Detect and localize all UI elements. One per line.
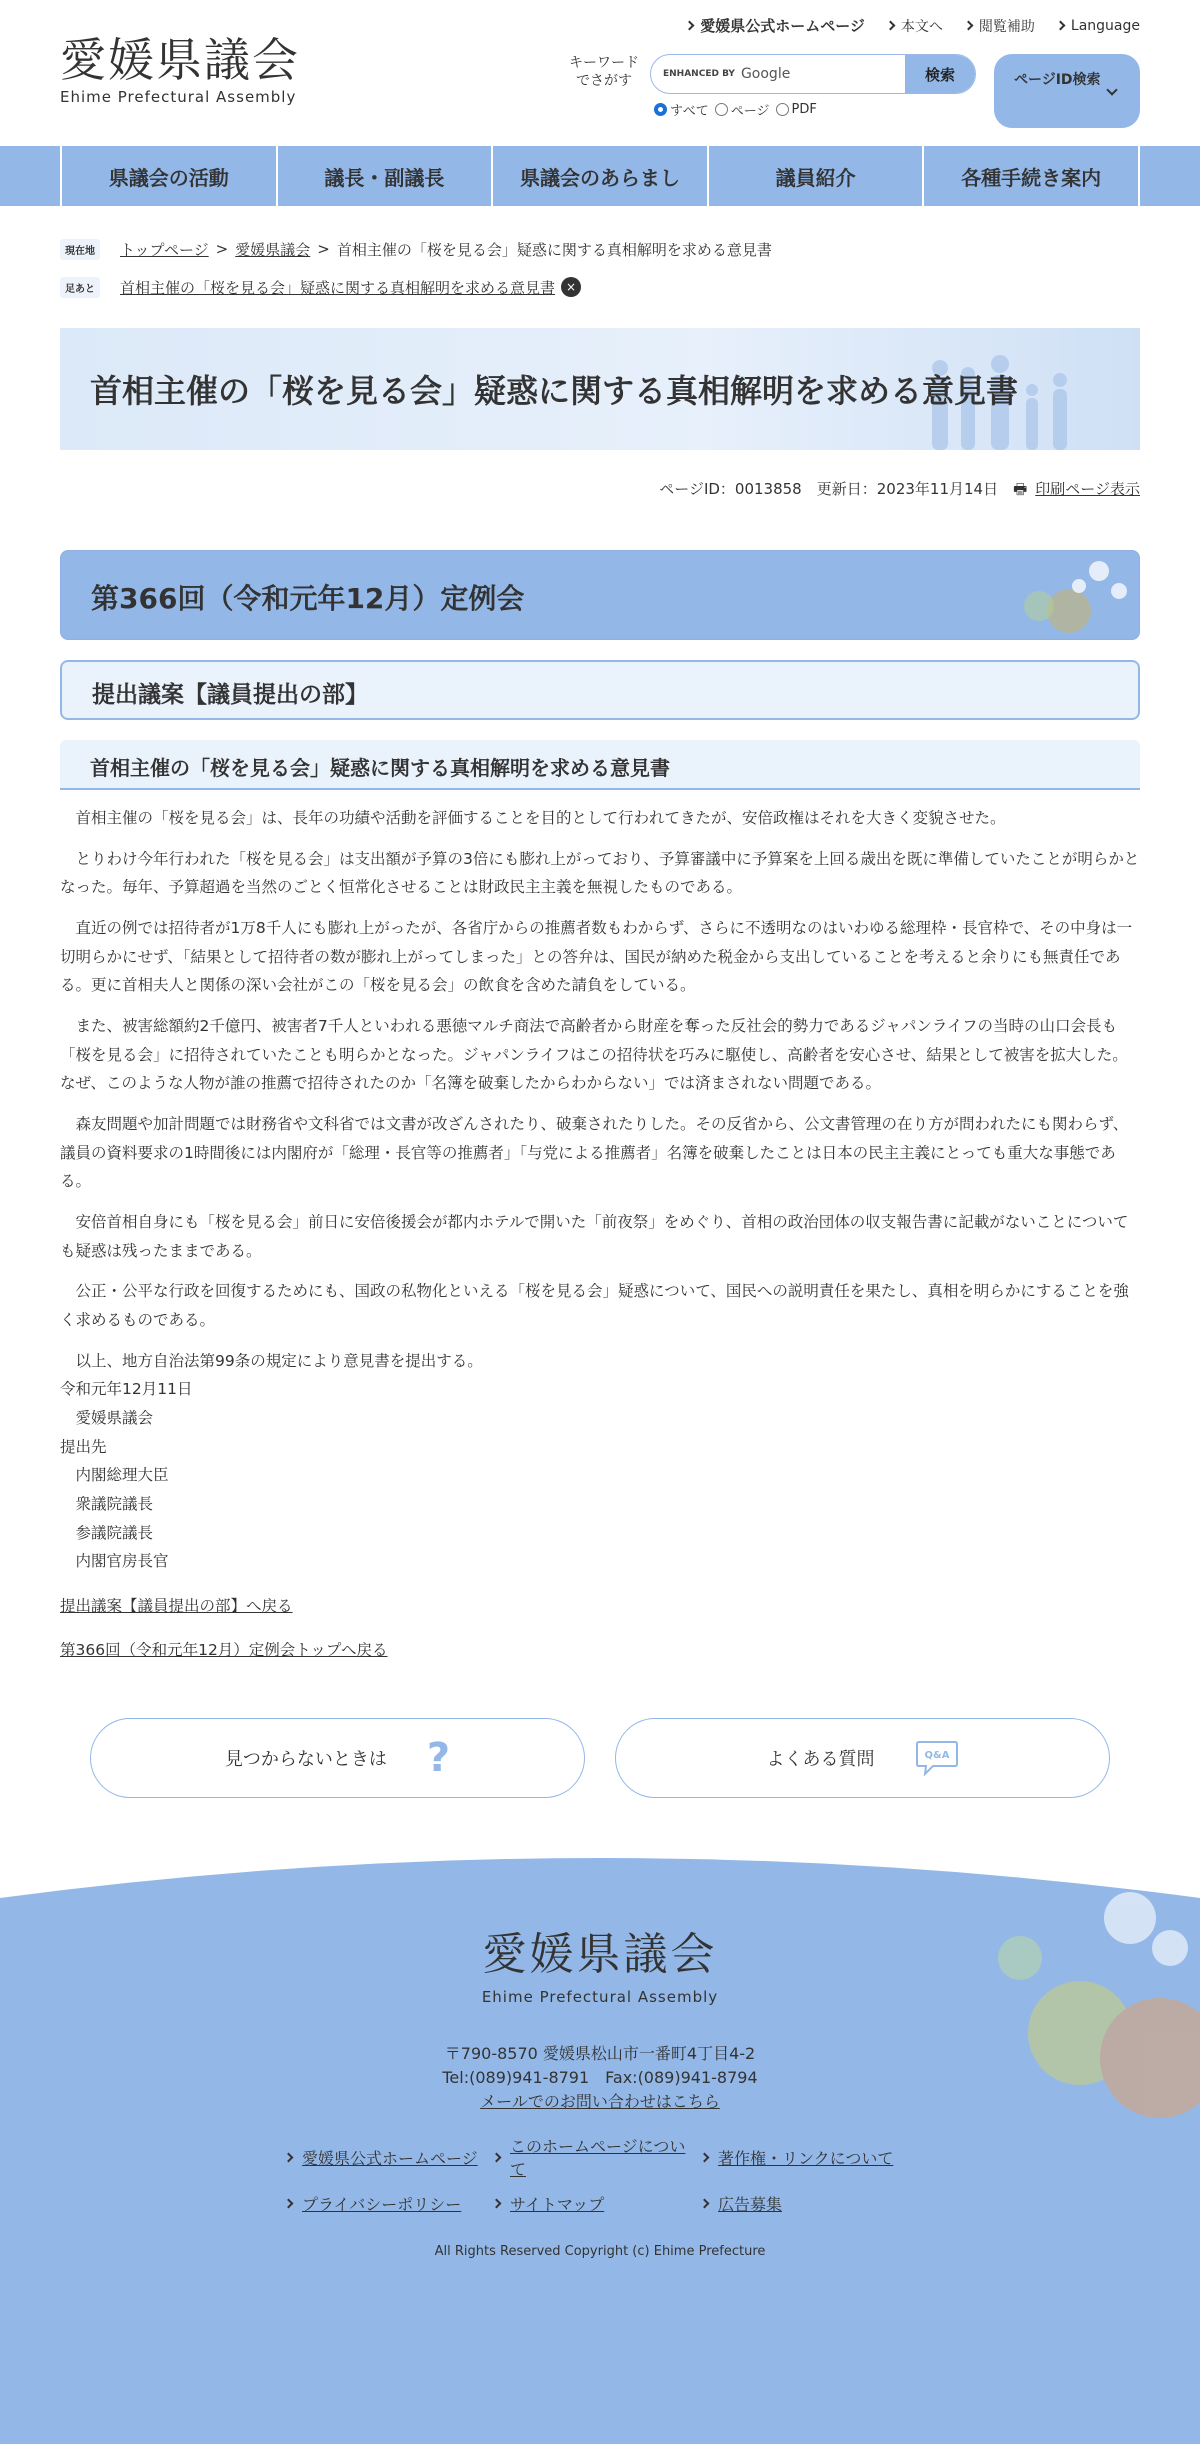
radio-all[interactable]	[654, 100, 709, 119]
back-links	[60, 1594, 1140, 1660]
search-scope-radios	[654, 100, 817, 119]
breadcrumb-top-link[interactable]: トップページ	[120, 240, 209, 259]
footer-about-link[interactable]: このホームページについて	[509, 2137, 686, 2180]
session-heading	[60, 550, 1140, 640]
site-logo[interactable]	[60, 33, 300, 107]
accessibility-link[interactable]	[965, 16, 1035, 36]
recipient: 内閣官房長官	[75, 1552, 169, 1571]
nav-chairman[interactable]: 議長・副議長	[278, 146, 494, 206]
title-banner	[60, 328, 1140, 450]
breadcrumb-current-page: 首相主催の「桜を見る会」疑惑に関する真相解明を求める意見書	[336, 240, 772, 259]
footer-address	[0, 2042, 1200, 2114]
not-found-button[interactable]	[90, 1718, 585, 1798]
radio-checked-icon	[654, 103, 667, 116]
nav-activities[interactable]: 県議会の活動	[62, 146, 278, 206]
chevron-right-icon	[700, 2152, 710, 2162]
search-box	[650, 54, 976, 94]
chevron-right-icon	[284, 2199, 294, 2209]
help-section	[90, 1718, 1110, 1798]
radio-page-label: ページ	[730, 104, 770, 119]
paragraph: 森友問題や加計問題では財務省や文科省では文書が改ざんされたり、破棄されたりした。その反省から、公文書管理の在り方が問われたにも関わらず、議員の資料要求の1時間後には内閣府が「総理・長官等の推薦者」「与党による推薦者」名簿を破棄したことは日本の民主主義にとっても重大な事態である。	[60, 1115, 1129, 1191]
chevron-right-icon	[492, 2152, 502, 2162]
footer-logo[interactable]: 愛媛県議会	[482, 1929, 718, 1981]
official-site-link[interactable]	[686, 15, 865, 36]
keyword-label	[566, 54, 642, 90]
chevron-down-icon	[1106, 84, 1117, 95]
main-content	[60, 206, 1140, 1660]
current-location-tag: 現在地	[60, 239, 100, 260]
footer-privacy-link[interactable]: プライバシーポリシー	[302, 2195, 462, 2215]
flower-decoration-icon	[959, 551, 1139, 640]
search-button[interactable]: 検索	[905, 55, 975, 93]
qa-icon-text: Q&A	[924, 1750, 949, 1762]
official-site-label: 愛媛県公式ホームページ	[700, 17, 865, 35]
footer-copyright-link[interactable]: 著作権・リンクについて	[718, 2148, 894, 2168]
footer-link-item	[493, 2192, 701, 2215]
article-body	[60, 804, 1140, 1576]
paragraph: 首相主催の「桜を見る会」は、長年の功績や活動を評価することを目的として行われてきたが、安倍政権はそれを大きく変貌させた。	[75, 809, 1006, 827]
radio-pdf-label: PDF	[791, 102, 817, 117]
chevron-right-icon	[1055, 21, 1065, 31]
chevron-right-icon	[885, 21, 895, 31]
updated-date: 更新日：2023年11月14日	[816, 480, 999, 498]
radio-page[interactable]	[715, 100, 770, 119]
copyright: All Rights Reserved Copyright (c) Ehime Prefecture	[434, 2244, 766, 2260]
print-link[interactable]: 印刷ページ表示	[1035, 480, 1140, 498]
site-header	[0, 0, 1200, 146]
skip-label: 本文へ	[900, 18, 943, 35]
keyword-label-line1: キーワード	[569, 55, 639, 71]
recipients-label: 提出先	[60, 1437, 107, 1456]
nav-members[interactable]: 議員紹介	[709, 146, 925, 206]
footer-ads-link[interactable]: 広告募集	[718, 2195, 783, 2215]
footer-link-item	[285, 2134, 493, 2180]
back-to-bills-link[interactable]: 提出議案【議員提出の部】へ戻る	[60, 1597, 293, 1616]
subsection-heading: 提出議案【議員提出の部】	[60, 660, 1140, 720]
global-nav	[0, 146, 1200, 206]
breadcrumb-separator: >	[317, 240, 330, 258]
paragraph: 公正・公平な行政を回復するためにも、国政の私物化といえる「桜を見る会」疑惑について、国民への説明責任を果たし、真相を明らかにすることを強く求めるものである。	[60, 1282, 1129, 1330]
radio-pdf[interactable]	[776, 102, 817, 117]
submitter: 愛媛県議会	[75, 1409, 154, 1428]
paragraph: 直近の例では招待者が1万8千人にも膨れ上がったが、各省庁からの推薦者数もわからず、さらに不透明なのはいわゆる総理枠・長官枠で、その中身は一切明らかにせず、「結果として招待者の数が膨れ上がってしまった」との答弁は、国民が納めた税金から支出していることを考えると余りにも無責任である。更に首相夫人と関係の深い会社がこの「桜を見る会」の飲食を含めた請負をしている。	[60, 919, 1133, 995]
printer-icon: 🖶	[1013, 480, 1028, 498]
address: 〒790-8570 愛媛県松山市一番町4丁目4-2	[444, 2044, 756, 2064]
recipient: 衆議院議長	[75, 1495, 154, 1514]
footer-logo-en: Ehime Prefectural Assembly	[481, 1988, 719, 2007]
footer-official-link[interactable]: 愛媛県公式ホームページ	[302, 2148, 478, 2168]
logo-title: 愛媛県議会	[60, 33, 300, 87]
radio-unchecked-icon	[715, 103, 728, 116]
page-id: ページID：0013858	[659, 480, 802, 498]
recipient: 参議院議長	[75, 1523, 154, 1542]
language-label: Language	[1070, 17, 1140, 34]
breadcrumb-assembly-link[interactable]: 愛媛県議会	[235, 240, 311, 259]
paragraph: また、被害総額約2千億円、被害者7千人といわれる悪徳マルチ商法で高齢者から財産を奪った反社会的勢力であるジャパンライフの当時の山口会長も「桜を見る会」に招待されていたことも明らかとなった。ジャパンライフはこの招待状を巧みに駆使し、高齢者を安心させ、結果として被害を拡大した。なぜ、このような人物が誰の推薦で招待されたのか「名簿を破棄したからわからない」では済まされない問題である。	[60, 1017, 1128, 1093]
breadcrumb-history	[60, 272, 1140, 302]
breadcrumb	[60, 206, 1140, 302]
radio-unchecked-icon	[776, 103, 789, 116]
submission-date: 令和元年12月11日	[60, 1380, 193, 1399]
chevron-right-icon	[284, 2152, 294, 2162]
paragraph: 安倍首相自身にも「桜を見る会」前日に安倍後援会が都内ホテルで開いた「前夜祭」をめぐり、首相の政治団体の収支報告書に記載がないことについても疑惑は残ったままである。	[60, 1213, 1129, 1260]
footer-links	[285, 2134, 925, 2215]
footer-link-item	[493, 2134, 701, 2180]
qa-bubble-icon	[915, 1740, 959, 1776]
mail-contact-link[interactable]: メールでのお問い合わせはこちら	[480, 2092, 720, 2112]
accessibility-label: 閲覧補助	[978, 18, 1035, 35]
nav-procedures[interactable]: 各種手続き案内	[924, 146, 1140, 206]
article-heading: 首相主催の「桜を見る会」疑惑に関する真相解明を求める意見書	[60, 740, 1140, 790]
not-found-label: 見つからないときは	[224, 1749, 387, 1771]
language-link[interactable]	[1057, 18, 1140, 34]
question-mark-icon: ?	[426, 1735, 451, 1782]
history-link[interactable]: 首相主催の「桜を見る会」疑惑に関する真相解明を求める意見書	[120, 278, 556, 297]
footer-link-item	[701, 2192, 925, 2215]
pageid-label: ページID検索	[1014, 72, 1101, 88]
site-footer	[0, 1848, 1200, 2444]
footer-link-item	[701, 2134, 925, 2180]
enhanced-by-label: ENHANCED BY	[663, 69, 735, 79]
history-tag: 足あと	[60, 277, 100, 298]
google-label: Google	[740, 66, 791, 82]
chevron-right-icon	[492, 2199, 502, 2209]
nav-overview[interactable]: 県議会のあらまし	[493, 146, 709, 206]
faq-button[interactable]	[615, 1718, 1110, 1798]
breadcrumb-current	[60, 234, 1140, 264]
chevron-right-icon	[700, 2199, 710, 2209]
search-input[interactable]	[651, 55, 905, 93]
back-to-session-link[interactable]: 第366回（令和元年12月）定例会トップへ戻る	[60, 1641, 388, 1660]
faq-label: よくある質問	[766, 1749, 875, 1771]
chevron-right-icon	[963, 21, 973, 31]
keyword-label-line2: でさがす	[576, 73, 632, 90]
closing-line: 以上、地方自治法第99条の規定により意見書を提出する。	[75, 1351, 483, 1370]
pageid-search-button[interactable]	[994, 54, 1140, 128]
logo-subtitle: Ehime Prefectural Assembly	[60, 88, 297, 107]
breadcrumb-separator: >	[215, 240, 229, 258]
session-title: 第366回（令和元年12月）定例会	[91, 582, 525, 615]
recipient: 内閣総理大臣	[75, 1466, 169, 1485]
paragraph: とりわけ今年行われた「桜を見る会」は支出額が予算の3倍にも膨れ上がっており、予算審議中に予算案を上回る歳出を既に準備していたことが明らかとなった。毎年、予算超過を当然のごとく恒常化させることは財政民主主義を無視したものである。	[60, 849, 1140, 897]
skip-to-content-link[interactable]	[887, 16, 943, 36]
utility-links	[686, 15, 1140, 36]
footer-content	[0, 1848, 1200, 2114]
footer-link-item	[285, 2192, 493, 2215]
chevron-right-icon	[685, 21, 695, 31]
phone-fax: Tel:(089)941-8791 Fax:(089)941-8794	[442, 2068, 758, 2088]
close-icon[interactable]: ×	[561, 277, 581, 297]
page-title: 首相主催の「桜を見る会」疑惑に関する真相解明を求める意見書	[90, 372, 1019, 410]
radio-all-label: すべて	[670, 104, 709, 119]
page-meta	[60, 478, 1140, 504]
footer-sitemap-link[interactable]: サイトマップ	[510, 2195, 605, 2215]
